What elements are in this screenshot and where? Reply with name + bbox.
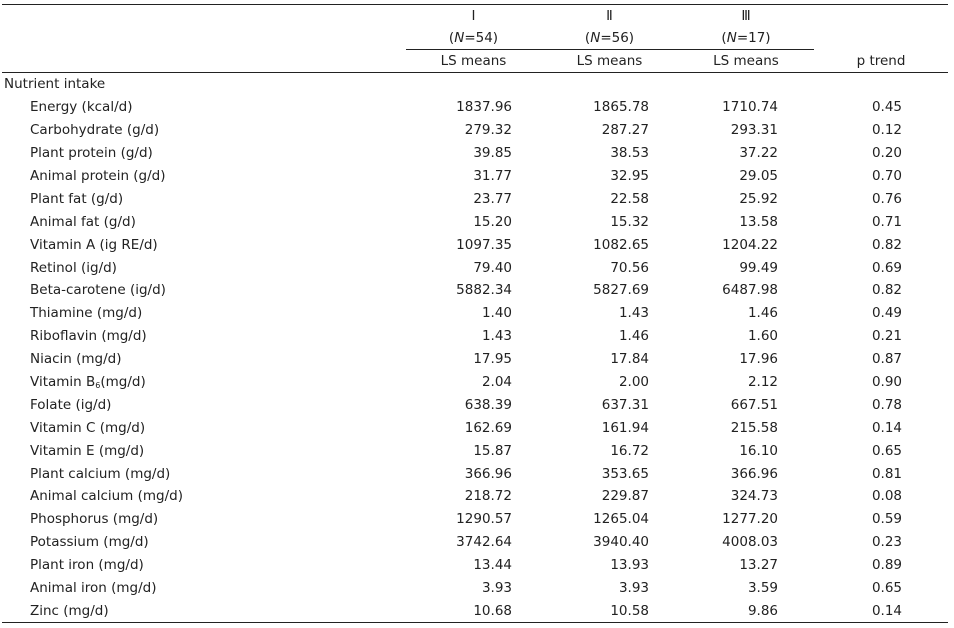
group-2-value: 15.32 <box>610 213 649 230</box>
nutrient-label: Plant calcium (mg/d) <box>30 465 171 482</box>
nutrient-label: Vitamin $B_6(mg/d)$ <box>30 374 146 391</box>
p-trend-value: 0.76 <box>871 190 902 207</box>
group-2-value: 32.95 <box>610 168 649 184</box>
nutrient-label: Zinc (mg/d) <box>2 599 406 622</box>
table-row <box>2 554 948 577</box>
nutrient-label: Animal protein (g/d) <box>30 168 166 184</box>
group-3-value: 293.31 <box>730 122 778 139</box>
table-row <box>2 96 948 119</box>
group-2-value: 2.00 <box>618 374 649 391</box>
table-row <box>2 599 948 622</box>
group-3-value: 4008.03 <box>722 534 778 551</box>
group-2-value: 287.27 <box>601 122 649 139</box>
table-row <box>2 416 948 439</box>
group-2-roman: Ⅱ <box>541 5 678 28</box>
group-2-value: 1082.65 <box>593 236 649 253</box>
p-trend-value: 0.87 <box>871 351 902 368</box>
p-trend-value: 0.45 <box>871 99 902 116</box>
group-3-value: 13.27 <box>739 557 778 574</box>
group-3-value: 99.49 <box>739 259 778 276</box>
table-row <box>2 187 948 210</box>
group-2-n: (N=56) <box>541 27 678 50</box>
nutrient-label: Plant fat (g/d) <box>30 190 124 207</box>
table-row <box>2 485 948 508</box>
group-1-value: 3742.64 <box>456 534 512 551</box>
header-blank <box>2 27 406 50</box>
group-3-value: 25.92 <box>739 190 778 207</box>
group-1-value: 15.20 <box>473 213 512 230</box>
group-3-value: 1.60 <box>747 328 778 345</box>
group-1-value: 79.40 <box>473 259 512 276</box>
nutrient-label: Vitamin C (mg/d) <box>30 419 146 436</box>
group-1-value: 15.87 <box>473 442 512 459</box>
group-3-value: 1.46 <box>747 305 778 322</box>
group-1-value: 23.77 <box>473 190 512 207</box>
group-1-value: 1.40 <box>481 305 512 322</box>
group-3-value: 37.22 <box>739 145 778 162</box>
group-3-value: 366.96 <box>730 465 778 482</box>
group-3-value: 324.73 <box>730 488 778 505</box>
group-2-value: 10.58 <box>541 599 678 622</box>
nutrient-label: Niacin (mg/d) <box>30 351 122 368</box>
nutrient-table <box>2 4 948 623</box>
table-row <box>2 233 948 256</box>
p-trend-value: 0.78 <box>871 396 902 413</box>
nutrient-label: Vitamin E (mg/d) <box>30 442 145 459</box>
nutrient-label: Phosphorus (mg/d) <box>30 511 159 528</box>
p-trend-value: 0.89 <box>871 557 902 574</box>
header-blank <box>2 50 406 73</box>
table-row <box>2 256 948 279</box>
group-3-value: 215.58 <box>730 419 778 436</box>
p-trend-value: 0.59 <box>871 511 902 528</box>
table-row <box>2 119 948 142</box>
nutrient-label: Energy (kcal/d) <box>30 99 133 116</box>
nutrient-label: Beta-carotene (ig/d) <box>30 282 166 299</box>
nutrient-label: Carbohydrate (g/d) <box>30 122 160 139</box>
group-1-value: 3.93 <box>481 580 512 597</box>
section-title: Nutrient intake <box>4 76 106 93</box>
group-2-value: 5827.69 <box>593 282 649 299</box>
group-2-value: 22.58 <box>610 190 649 207</box>
group-3-value: 3.59 <box>747 580 778 597</box>
p-trend-value: 0.71 <box>871 213 902 230</box>
group-1-value: 1837.96 <box>456 99 512 116</box>
group-1-value: 17.95 <box>473 351 512 368</box>
p-trend-header: p trend <box>814 50 948 73</box>
group-2-value: 637.31 <box>601 396 649 413</box>
table-row <box>2 393 948 416</box>
p-trend-value: 0.82 <box>871 282 902 299</box>
table-row <box>2 508 948 531</box>
table-row <box>2 439 948 462</box>
p-trend-value: 0.69 <box>871 259 902 276</box>
group-3-value: 13.58 <box>739 213 778 230</box>
group-2-value: 38.53 <box>610 145 649 162</box>
group-2-value: 13.93 <box>610 557 649 574</box>
group-2-value: 70.56 <box>610 259 649 276</box>
group-2-value: 3940.40 <box>593 534 649 551</box>
header-row-stat <box>2 50 948 73</box>
group-3-n: (N=17) <box>678 27 814 50</box>
table-row <box>2 371 948 394</box>
group-3-value: 667.51 <box>730 396 778 413</box>
group-1-value: 1097.35 <box>456 236 512 253</box>
group-2-value: 17.84 <box>610 351 649 368</box>
group-1-n: (N=54) <box>406 27 541 50</box>
group-1-value: 39.85 <box>473 145 512 162</box>
nutrient-label: Animal fat (g/d) <box>30 213 136 230</box>
header-row-groups <box>2 5 948 28</box>
table-row <box>2 279 948 302</box>
p-trend-value: 0.65 <box>871 442 902 459</box>
group-3-value: 17.96 <box>739 351 778 368</box>
group-1-value: 366.96 <box>464 465 512 482</box>
group-1-value: 1.43 <box>481 328 512 345</box>
p-trend-value: 0.65 <box>871 580 902 597</box>
section-row <box>2 73 948 96</box>
table-row <box>2 165 948 188</box>
p-trend-value: 0.20 <box>871 145 902 162</box>
nutrient-label: Riboflavin (mg/d) <box>30 328 147 345</box>
table-row <box>2 325 948 348</box>
group-2-value: 161.94 <box>601 419 649 436</box>
group-1-value: 5882.34 <box>456 282 512 299</box>
nutrient-label: Potassium (mg/d) <box>30 534 149 551</box>
nutrient-label: Folate (ig/d) <box>30 396 112 413</box>
group-1-value: 2.04 <box>481 374 512 391</box>
group-1-value: 162.69 <box>464 419 512 436</box>
header-blank-p <box>814 5 948 28</box>
group-1-value: 279.32 <box>464 122 512 139</box>
group-1-roman: Ⅰ <box>406 5 541 28</box>
nutrient-label: Retinol (ig/d) <box>30 259 117 276</box>
table-row <box>2 577 948 600</box>
nutrient-label: Animal calcium (mg/d) <box>30 488 183 505</box>
group-1-value: 1290.57 <box>456 511 512 528</box>
p-trend-value: 0.08 <box>871 488 902 505</box>
group-3-stat: LS means <box>678 50 814 73</box>
header-row-n <box>2 27 948 50</box>
group-2-value: 1265.04 <box>593 511 649 528</box>
nutrient-label: Plant iron (mg/d) <box>30 557 144 574</box>
p-trend-value: 0.14 <box>871 419 902 436</box>
group-1-value: 638.39 <box>464 396 512 413</box>
group-3-value: 29.05 <box>739 168 778 184</box>
group-2-value: 16.72 <box>610 442 649 459</box>
group-1-value: 31.77 <box>473 168 512 184</box>
group-1-stat: LS means <box>406 50 541 73</box>
p-trend-value: 0.21 <box>871 328 902 345</box>
p-trend-value: 0.90 <box>871 374 902 391</box>
table-row <box>2 348 948 371</box>
group-2-value: 1.46 <box>618 328 649 345</box>
header-blank-p <box>814 27 948 50</box>
table-row <box>2 462 948 485</box>
nutrient-label: Thiamine (mg/d) <box>30 305 143 322</box>
group-2-value: 1865.78 <box>593 99 649 116</box>
group-3-value: 9.86 <box>678 599 814 622</box>
group-2-value: 353.65 <box>601 465 649 482</box>
group-1-value: 218.72 <box>464 488 512 505</box>
group-3-value: 1204.22 <box>722 236 778 253</box>
group-3-value: 1710.74 <box>722 99 778 116</box>
group-1-value: 10.68 <box>406 599 541 622</box>
nutrient-label: Vitamin A (ig RE/d) <box>30 236 158 253</box>
p-trend-value: 0.70 <box>871 168 902 184</box>
table-row <box>2 302 948 325</box>
group-2-value: 3.93 <box>618 580 649 597</box>
group-3-roman: Ⅲ <box>678 5 814 28</box>
p-trend-value: 0.49 <box>871 305 902 322</box>
nutrient-label: Animal iron (mg/d) <box>30 580 157 597</box>
p-trend-value: 0.12 <box>871 122 902 139</box>
table-row <box>2 210 948 233</box>
p-trend-value: 0.23 <box>871 534 902 551</box>
nutrient-label: Plant protein (g/d) <box>30 145 153 162</box>
header-blank <box>2 5 406 28</box>
table-row <box>2 142 948 165</box>
group-2-value: 229.87 <box>601 488 649 505</box>
group-2-stat: LS means <box>541 50 678 73</box>
group-2-value: 1.43 <box>618 305 649 322</box>
p-trend-value: 0.14 <box>814 599 948 622</box>
group-1-value: 13.44 <box>473 557 512 574</box>
table-row <box>2 531 948 554</box>
group-3-value: 6487.98 <box>722 282 778 299</box>
group-3-value: 16.10 <box>739 442 778 459</box>
group-3-value: 2.12 <box>747 374 778 391</box>
p-trend-value: 0.81 <box>871 465 902 482</box>
p-trend-value: 0.82 <box>871 236 902 253</box>
group-3-value: 1277.20 <box>722 511 778 528</box>
